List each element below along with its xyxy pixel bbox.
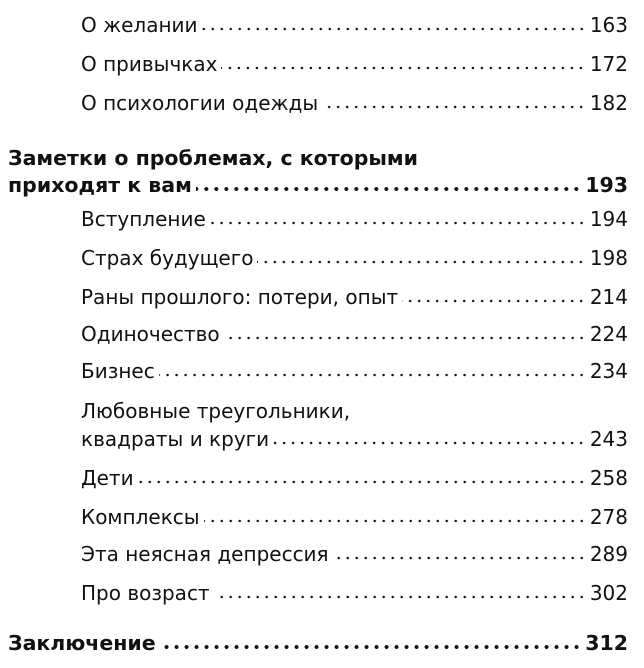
- toc-section-title-line1[interactable]: Заметки о проблемах, с которыми: [8, 146, 419, 170]
- toc-entry-title: Вступление: [81, 207, 206, 231]
- toc-page-number: 243: [589, 427, 628, 451]
- toc-page-number: 172: [589, 52, 628, 76]
- dot-leader: [224, 335, 586, 341]
- toc-entry-rany-proshlogo[interactable]: [81, 280, 628, 310]
- toc-section-title-line2: приходят к вам: [8, 173, 192, 197]
- dot-leader: [210, 220, 586, 226]
- toc-page-number: 234: [589, 359, 628, 383]
- toc-entry-title: Эта неясная депрессия: [81, 542, 329, 566]
- toc-page-number: 193: [585, 173, 628, 197]
- toc-page-number: 258: [589, 466, 628, 490]
- toc-entry-strah-budushchego[interactable]: [81, 241, 628, 271]
- toc-entry-deti[interactable]: [81, 461, 628, 491]
- dot-leader: [257, 259, 585, 265]
- toc-page-number: 278: [589, 505, 628, 529]
- toc-page-number: 312: [585, 631, 628, 655]
- toc-entry-vstuplenie[interactable]: [81, 202, 628, 232]
- dot-leader: [196, 186, 581, 192]
- toc-page-number: 163: [589, 13, 628, 37]
- dot-leader: [333, 555, 586, 561]
- toc-entry-depressiya[interactable]: [81, 537, 628, 567]
- toc-entry-pro-vozrast[interactable]: [81, 576, 628, 606]
- toc-entry-title: Про возраст: [81, 581, 210, 605]
- dot-leader: [204, 518, 586, 524]
- toc-entry-lyubovnye-treugolniki[interactable]: [81, 422, 628, 452]
- toc-entry-kompleksy[interactable]: [81, 500, 628, 530]
- dot-leader: [159, 372, 586, 378]
- toc-entry-o-privychkah[interactable]: [81, 47, 628, 77]
- toc-page-number: 214: [589, 285, 628, 309]
- dot-leader: [273, 440, 586, 446]
- dot-leader: [221, 65, 585, 71]
- toc-entry-title-line1[interactable]: Любовные треугольники,: [81, 399, 351, 423]
- toc-page-number: 289: [589, 542, 628, 566]
- toc-entry-title: Бизнес: [81, 359, 155, 383]
- dot-leader: [160, 644, 582, 650]
- toc-entry-title: Комплексы: [81, 505, 200, 529]
- dot-leader: [402, 298, 586, 304]
- toc-entry-title: Одиночество: [81, 322, 220, 346]
- dot-leader: [322, 104, 586, 110]
- toc-entry-title: Страх будущего: [81, 246, 254, 270]
- toc-entry-o-psihologii-odezhdy[interactable]: [81, 86, 628, 116]
- dot-leader: [214, 594, 586, 600]
- toc-page-number: 182: [589, 91, 628, 115]
- toc-page-number: 198: [589, 246, 628, 270]
- toc-entry-title: О привычках: [81, 52, 218, 76]
- toc-page-number: 194: [589, 207, 628, 231]
- dot-leader: [202, 26, 586, 32]
- toc-entry-title: Раны прошлого: потери, опыт: [81, 285, 399, 309]
- toc-page-number: 302: [589, 581, 628, 605]
- toc-section-conclusion[interactable]: [8, 626, 628, 656]
- table-of-contents: [8, 0, 628, 668]
- toc-entry-title: Дети: [81, 466, 134, 490]
- toc-entry-odinochestvo[interactable]: [81, 317, 628, 347]
- toc-entry-biznes[interactable]: [81, 354, 628, 384]
- dot-leader: [138, 479, 586, 485]
- toc-page-number: 224: [589, 322, 628, 346]
- toc-entry-title: О психологии одежды: [81, 91, 319, 115]
- toc-entry-o-zhelanii[interactable]: [81, 8, 628, 38]
- toc-entry-title-line2: квадраты и круги: [81, 427, 270, 451]
- toc-section-notes[interactable]: [8, 168, 628, 198]
- toc-entry-title: О желании: [81, 13, 198, 37]
- toc-section-title: Заключение: [8, 631, 156, 655]
